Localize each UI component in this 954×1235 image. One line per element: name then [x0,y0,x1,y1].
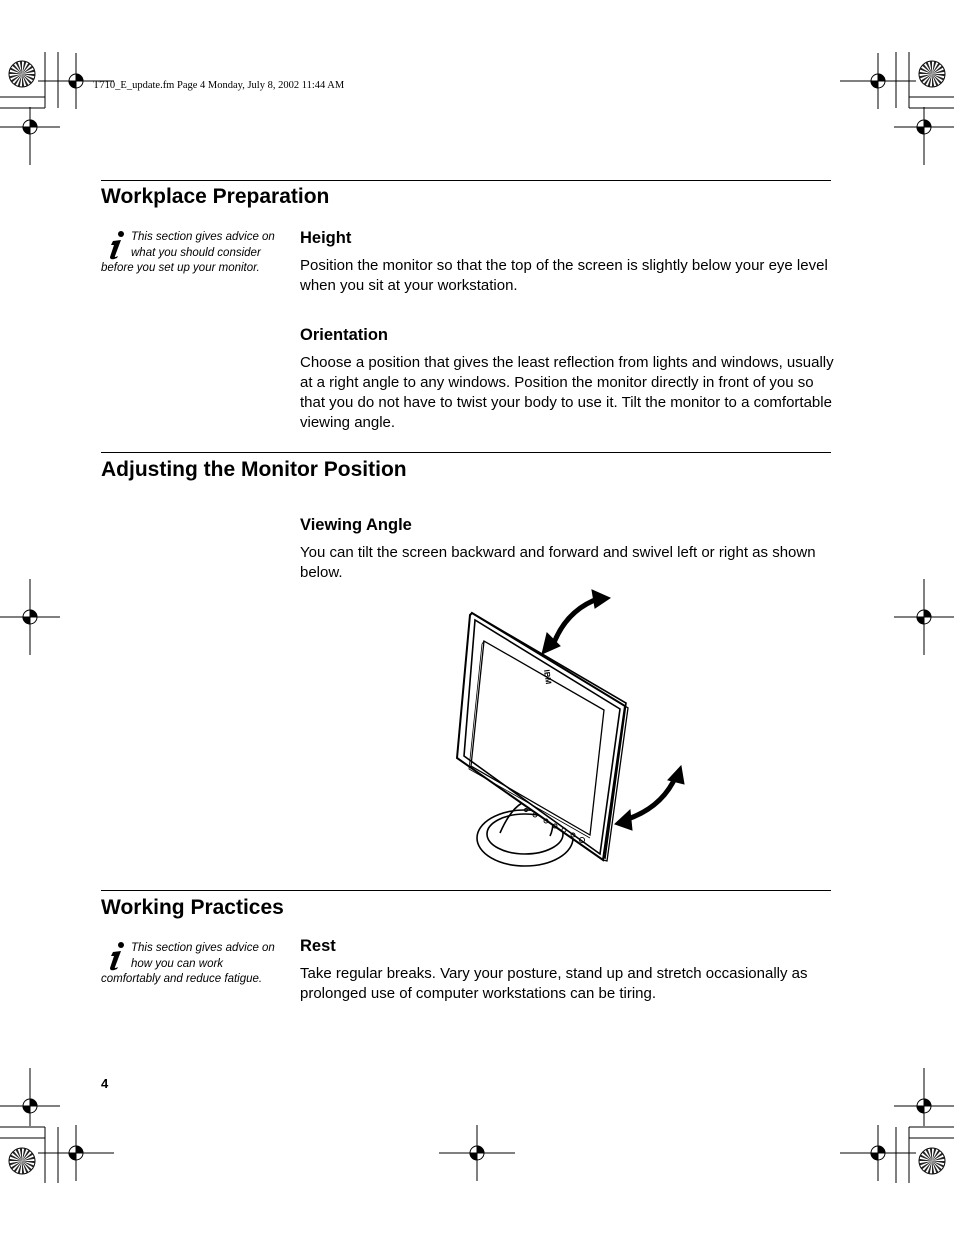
subsection-title-height: Height [300,229,352,247]
subsection-title-viewing-angle: Viewing Angle [300,516,412,534]
orientation-paragraph: Choose a position that gives the least reflection from lights and windows, usually at a right angle to any windows. Position the monitor directly in front of you so that you do not have to twist your body to use it. Tilt the monitor to a comfortable viewing angle. [300,354,834,431]
section-divider [101,452,831,453]
section-divider [101,180,831,181]
file-info-header: T710_E_update.fm Page 4 Monday, July 8, 2002 11:44 AM [93,80,345,91]
side-note-working [101,941,281,988]
info-icon [101,941,129,971]
side-note-text: This section gives advice on what you should consider before you set up your monitor. [101,231,275,274]
starburst-target-top-right [918,60,946,88]
side-note-workplace [101,230,281,277]
subsection-title-rest: Rest [300,937,336,955]
section-title-workplace-preparation: Workplace Preparation [101,185,330,208]
section-divider [101,890,831,891]
side-note-text: This section gives advice on how you can work comfortably and reduce fatigue. [101,942,275,985]
height-paragraph: Position the monitor so that the top of the screen is slightly below your eye level when you sit at your workstation. [300,257,828,294]
info-icon [101,230,129,260]
page-number: 4 [101,1076,109,1091]
viewing-angle-paragraph: You can tilt the screen backward and forward and swivel left or right as shown below. [300,544,816,581]
starburst-target-top-left [8,60,36,88]
monitor-logo: IBM [542,669,553,685]
section-title-working-practices: Working Practices [101,896,284,919]
subsection-title-orientation: Orientation [300,326,389,344]
monitor-tilt-swivel-illustration [440,588,690,873]
section-title-adjusting-monitor: Adjusting the Monitor Position [101,458,407,481]
starburst-target-bottom-right [918,1147,946,1175]
starburst-target-bottom-left [8,1147,36,1175]
rest-paragraph: Take regular breaks. Vary your posture, stand up and stretch occasionally as prolonged use of computer workstations can be tiring. [300,965,808,1002]
